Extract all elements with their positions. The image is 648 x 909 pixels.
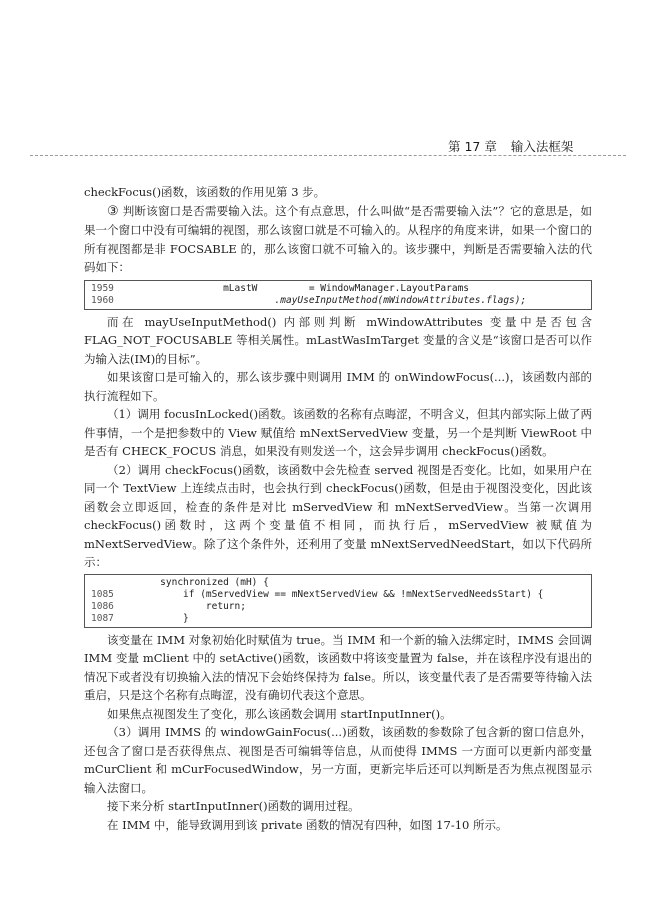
- paragraph: （1）调用 focusInLocked()函数。该函数的名称有点晦涩，不明含义，但其内部实际上做了两件事情，一个是把参数中的 View 赋值给 mNextServedView 变量，另一个是判断 ViewRoot 中是否有 CHECK_FOCUS 消息，如果没有则发送一个，这会异步调用 checkFocus()函数。: [84, 407, 592, 458]
- code-line: [91, 283, 587, 295]
- code-block: [84, 280, 592, 310]
- code-text: return;: [143, 600, 246, 612]
- page-body: [84, 183, 592, 834]
- paragraph: 接下来分析 startInputInner()函数的调用过程。: [107, 799, 360, 813]
- paragraph: （3）调用 IMMS 的 windowGainFocus(...)函数，该函数的参数除了包含新的窗口信息外，还包含了窗口是否获得焦点、视图是否可编辑等信息，从而使得 IMMS 一方面可以更新内部变量 mCurClient 和 mCurFocusedWindow，另一方面，更新完毕后还可以判断是否为焦点视图显示输入法窗口。: [84, 725, 592, 795]
- paragraph: 如果焦点视图发生了变化，那么该函数会调用 startInputInner()。: [107, 706, 452, 721]
- paragraph: [84, 202, 592, 277]
- paragraph: 在 IMM 中，能导致调用到该 private 函数的情况有四种，如图 17-10 所示。: [107, 817, 508, 832]
- step-number: ③: [107, 203, 119, 219]
- code-line: [91, 613, 587, 625]
- code-block: [84, 574, 592, 628]
- header-rule: [30, 155, 626, 156]
- line-number: 1960: [91, 294, 114, 306]
- code-line: [91, 589, 587, 601]
- paragraph: 该变量在 IMM 对象初始化时赋值为 true。当 IMM 和一个新的输入法绑定时，IMMS 会回调 IMM 变量 mClient 中的 setActive()函数，该函数中将该变量置为 false，并在该程序没有退出的情况下或者没有切换输入法的情况下会始终保持为 false。所以，该变量代表了是否需要等待输入法重启，只是这个名称有点晦涩，没有确切代表这个意思。: [84, 632, 592, 702]
- paragraph: 而在 mayUseInputMethod() 内部则判断 mWindowAttributes 变量中是否包含 FLAG_NOT_FOCUSABLE 等相关属性。mLastWasImTarget 变量的含义是“该窗口是否可以作为输入法(IM)的目标”。: [84, 314, 592, 366]
- line-number: 1086: [91, 600, 114, 612]
- chapter-number: 第 17 章: [448, 139, 497, 154]
- code-text: }: [143, 612, 189, 624]
- paragraph-text: 判断该窗口是否需要输入法。这个有点意思，什么叫做“是否需要输入法”？它的意思是，如果一个窗口中没有可编辑的视图，那么该窗口就是不可输入的。从程序的角度来讲，如果一个窗口的所有视图都是非 FOCSABLE 的，那么该窗口就不可输入的。该步骤中，判断是否需要输入法的代码如下：: [84, 203, 593, 274]
- code-line: [91, 601, 587, 613]
- line-number: 1087: [91, 612, 114, 624]
- line-number: 1085: [91, 588, 114, 600]
- paragraph: 如果该窗口是可输入的，那么该步骤中则调用 IMM 的 onWindowFocus(...)，该函数内部的执行流程如下。: [84, 370, 592, 403]
- paragraph: checkFocus()函数，该函数的作用见第 3 步。: [84, 185, 326, 199]
- chapter-title: 输入法框架: [510, 139, 574, 154]
- code-line: [91, 295, 587, 307]
- code-text: synchronized (mH) {: [143, 576, 269, 588]
- paragraph: （2）调用 checkFocus()函数，该函数中会先检查 served 视图是否变化。比如，如果用户在同一个 TextView 上连续点击时，也会执行到 checkFocus()函数，但是由于视图没变化，因此该函数会立即返回，检查的条件是对比 mServedView 和 mNextServedView。当第一次调用 checkFocus()函数时，这两个变量值不相同，而执行后，mServedView 被赋值为 mNextServedView。除了这个条件外，还利用了变量 mNextServedNeedStart，如以下代码所示：: [84, 462, 592, 569]
- line-number: 1959: [91, 282, 114, 294]
- code-text: .mayUseInputMethod(mWindowAttributes.flags);: [143, 294, 527, 306]
- code-text: mLastW = WindowManager.LayoutParams: [143, 282, 470, 294]
- code-text: if (mServedView == mNextServedView && !mNextServedNeedsStart) {: [143, 588, 544, 600]
- code-line: [91, 577, 587, 589]
- running-header: [448, 137, 628, 155]
